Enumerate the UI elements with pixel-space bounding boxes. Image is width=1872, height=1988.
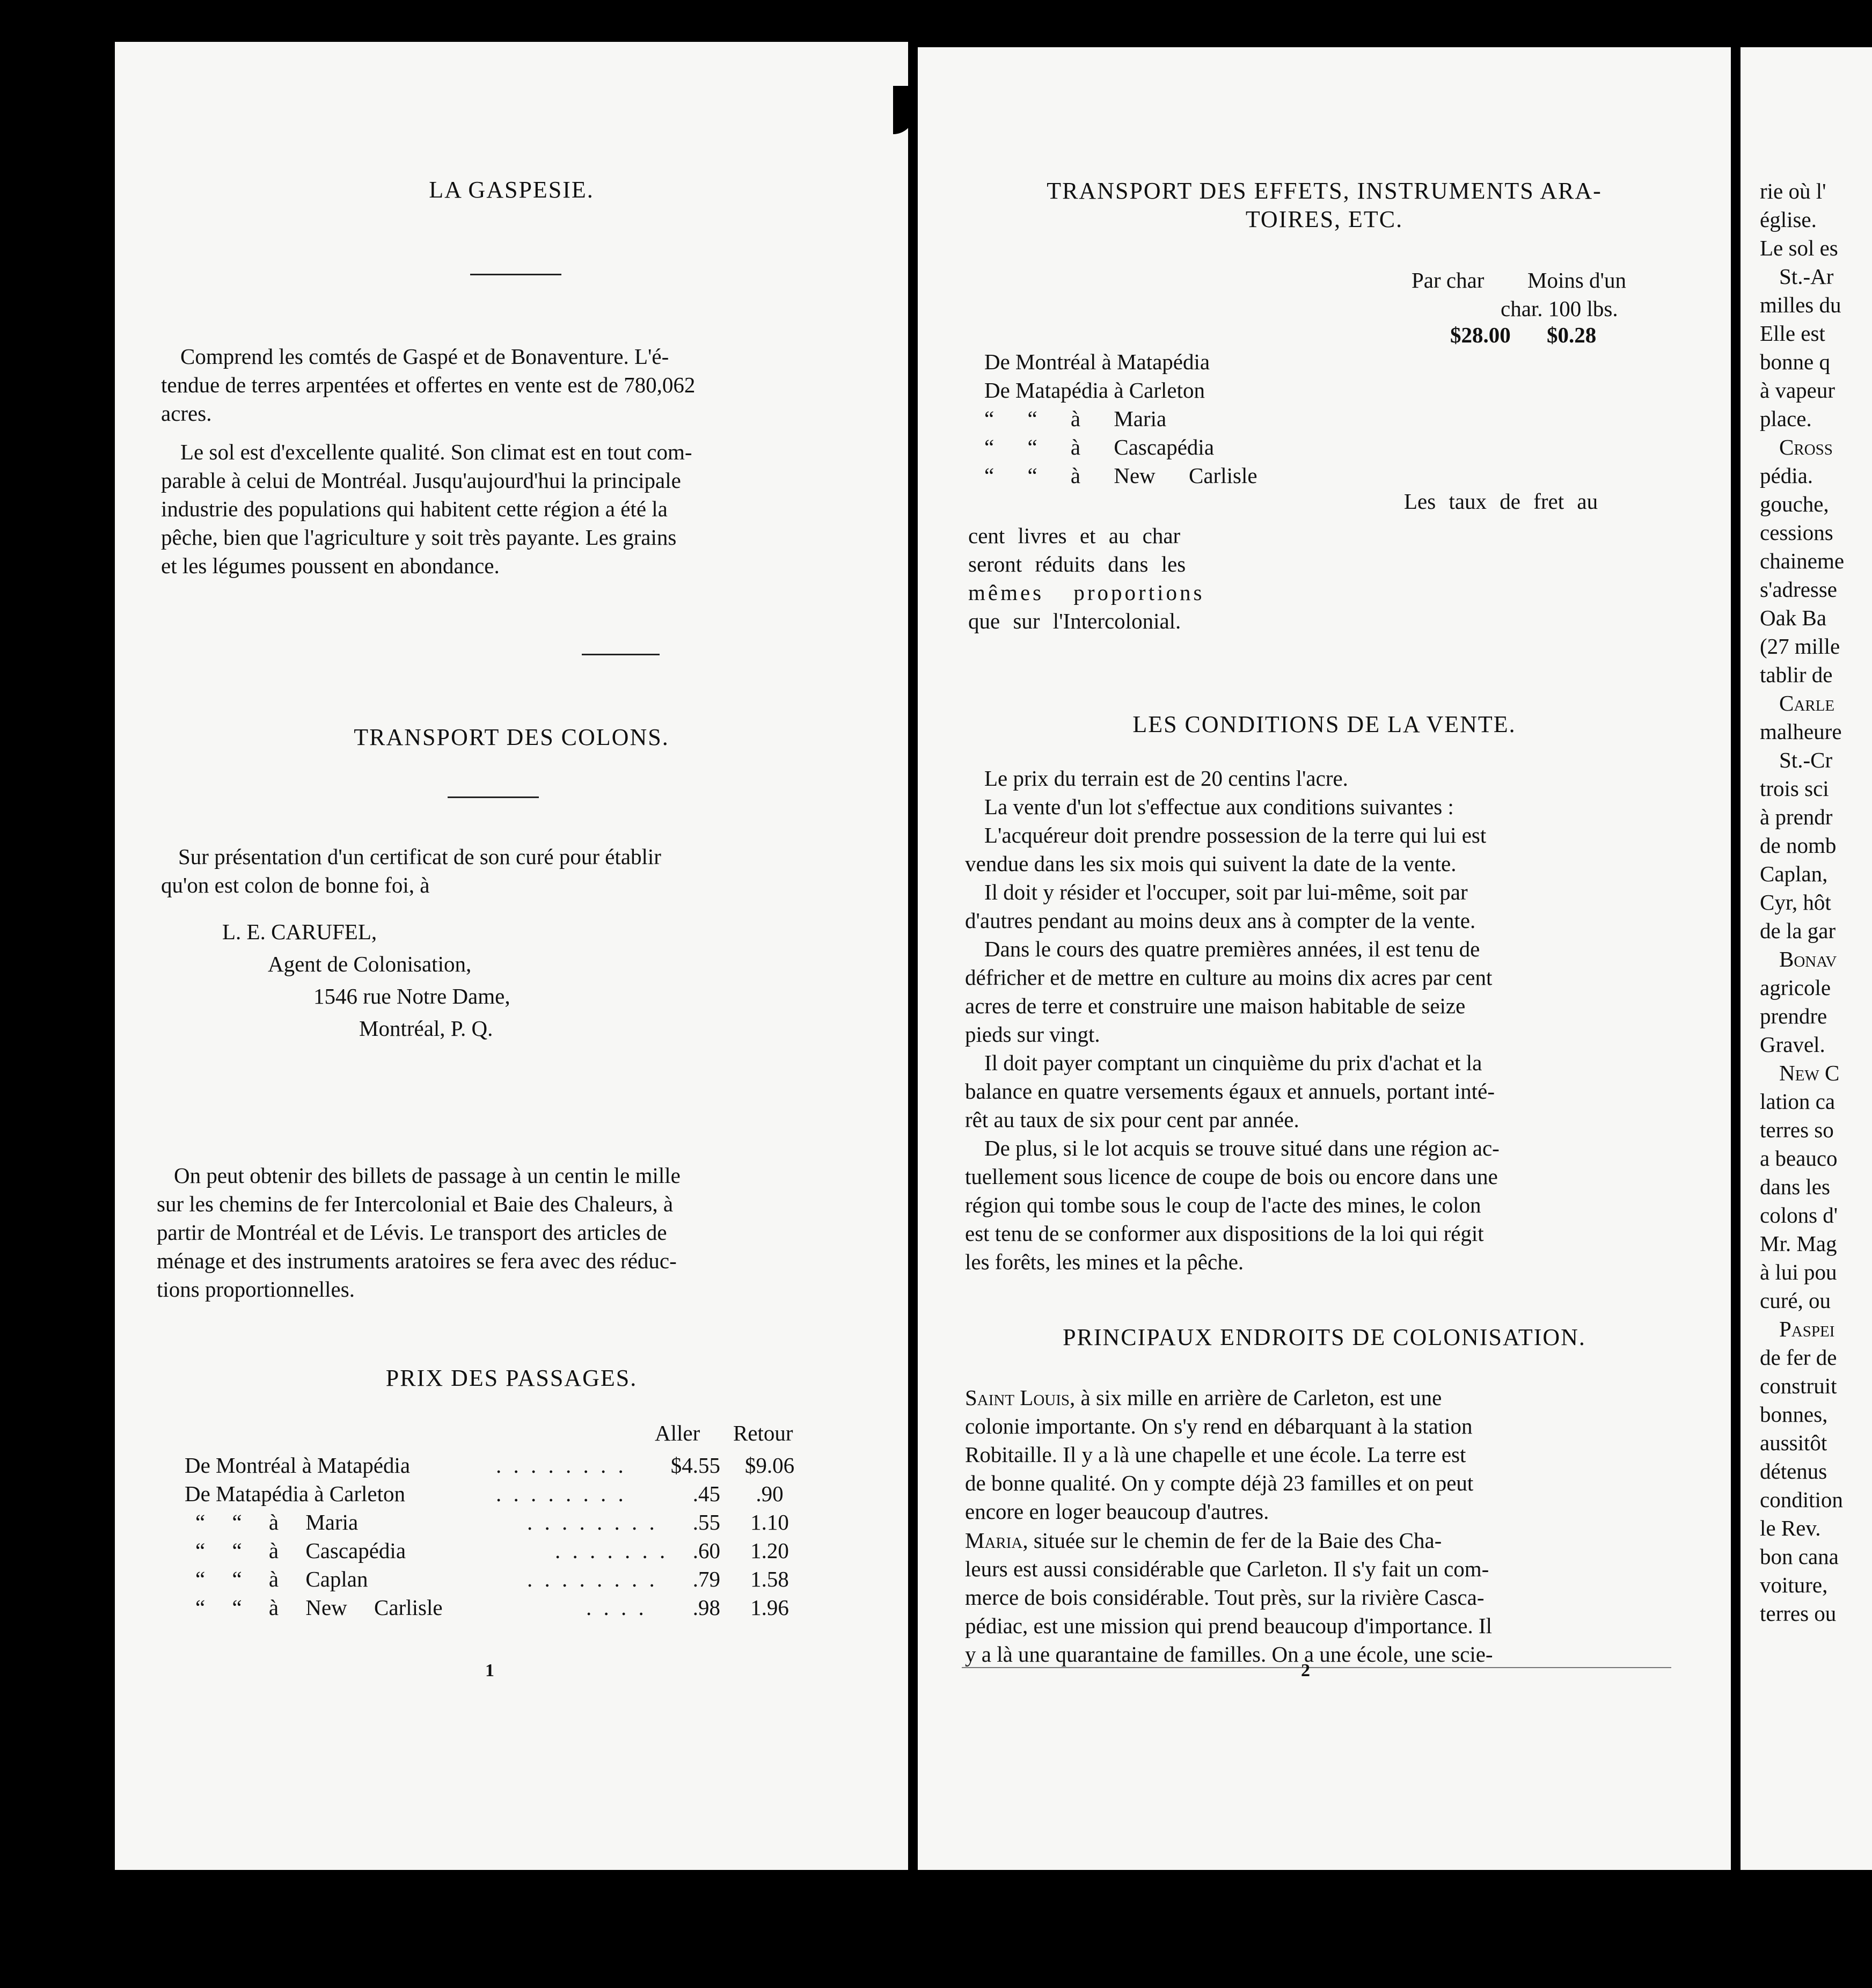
condition-line: région qui tombe sous le coup de l'acte des mines, le colon xyxy=(965,1193,1481,1217)
condition-line: défricher et de mettre en culture au moins dix acres par cent xyxy=(965,965,1493,990)
principaux-title: PRINCIPAUX ENDROITS DE COLONISATION. xyxy=(1063,1324,1586,1350)
cropped-text-line: malheure xyxy=(1760,719,1842,744)
cropped-text-line: voiture, xyxy=(1760,1573,1828,1597)
text-line: Robitaille. Il y a là une chapelle et une école. La terre est xyxy=(965,1442,1466,1467)
condition-line: La vente d'un lot s'effectue aux conditions suivantes : xyxy=(984,794,1454,819)
fare-leader-dots: . . . . xyxy=(586,1595,647,1620)
cropped-text-line: St.-Ar xyxy=(1779,264,1834,289)
text-line: tendue de terres arpentées et offertes en vente est de 780,062 xyxy=(161,372,696,397)
cropped-text-line: dans les xyxy=(1760,1174,1830,1199)
cropped-text-line: (27 mille xyxy=(1760,634,1840,659)
text-line: et les légumes poussent en abondance. xyxy=(161,553,500,578)
cropped-text-line: de fer de xyxy=(1760,1345,1837,1370)
text-line: Comprend les comtés de Gaspé et de Bonaventure. L'é- xyxy=(180,344,669,369)
prix-title: PRIX DES PASSAGES. xyxy=(385,1365,638,1391)
cropped-text-line: curé, ou xyxy=(1760,1288,1831,1313)
fare-route: “ “ à Maria xyxy=(195,1510,359,1534)
fare-leader-dots: . . . . . . . . xyxy=(527,1510,658,1534)
cropped-text-line: agricole xyxy=(1760,975,1831,1000)
effets-title-line-2: TOIRES, ETC. xyxy=(1245,206,1403,232)
price-char: $28.00 xyxy=(1450,323,1511,347)
taux-text: Les taux de fret au xyxy=(1404,489,1598,514)
agent-name: L. E. CARUFEL, xyxy=(222,919,377,944)
cropped-text-line: bon cana xyxy=(1760,1544,1839,1569)
page-fold xyxy=(908,42,918,1870)
text-line: colonie importante. On s'y rend en débarquant à la station xyxy=(965,1414,1473,1438)
col-moins-line-2: char. 100 lbs. xyxy=(1501,296,1618,321)
text-line: cent livres et au char xyxy=(968,523,1181,548)
cropped-text-line: terres ou xyxy=(1760,1601,1837,1626)
text-line: située sur le chemin de fer de la Baie des Cha- xyxy=(1033,1528,1442,1553)
route-line: “ “ à New Carlisle xyxy=(984,463,1257,488)
agent-role: Agent de Colonisation, xyxy=(268,952,472,976)
agent-street: 1546 rue Notre Dame, xyxy=(313,984,510,1008)
place-name: Saint Louis, xyxy=(965,1385,1076,1410)
cropped-text-line: chaineme xyxy=(1760,549,1845,573)
cropped-text-line: a beauco xyxy=(1760,1146,1838,1171)
cropped-text-line: gouche, xyxy=(1760,492,1829,516)
condition-line: Dans le cours des quatre premières années, il est tenu de xyxy=(984,937,1480,961)
page-number: 2 xyxy=(1301,1661,1310,1680)
cropped-text-line: détenus xyxy=(1760,1459,1827,1483)
cropped-text-line: Carle xyxy=(1779,691,1835,715)
cropped-text-line: bonne q xyxy=(1760,349,1830,374)
fare-aller: .98 xyxy=(692,1595,720,1620)
fare-retour: .90 xyxy=(756,1481,784,1506)
cropped-text-line: pédia. xyxy=(1760,463,1814,488)
condition-line: d'autres pendant au moins deux ans à compter de la vente. xyxy=(965,908,1476,933)
cropped-text-line: place. xyxy=(1760,406,1812,431)
condition-line: pieds sur vingt. xyxy=(965,1022,1100,1047)
text-line: qu'on est colon de bonne foi, à xyxy=(161,873,430,897)
transport-title: TRANSPORT DES COLONS. xyxy=(354,724,669,750)
cropped-text-line: bonnes, xyxy=(1760,1402,1828,1427)
price-moins: $0.28 xyxy=(1547,323,1597,347)
page-2 xyxy=(918,47,1731,1870)
cropped-text-line: cessions xyxy=(1760,520,1833,545)
cropped-text-line: à prendr xyxy=(1760,805,1833,829)
cropped-text-line: Le sol es xyxy=(1760,236,1838,260)
col-header-retour: Retour xyxy=(733,1421,793,1445)
text-line: encore en loger beaucoup d'autres. xyxy=(965,1499,1269,1524)
cropped-text-line: de la gar xyxy=(1760,918,1836,943)
text-line: On peut obtenir des billets de passage à un centin le mille xyxy=(174,1163,681,1188)
divider xyxy=(448,796,539,798)
fare-aller: .45 xyxy=(692,1481,720,1506)
cropped-text-line: lation ca xyxy=(1760,1089,1836,1114)
fare-route: De Matapédia à Carleton xyxy=(185,1481,405,1506)
cropped-text-line: construit xyxy=(1760,1373,1837,1398)
cropped-text-line: aussitôt xyxy=(1760,1430,1827,1455)
fare-leader-dots: . . . . . . . xyxy=(555,1538,669,1563)
text-line: mêmes proportions xyxy=(968,580,1205,605)
agent-city: Montréal, P. Q. xyxy=(359,1016,493,1041)
text-line: leurs est aussi considérable que Carleton. Il s'y fait un com- xyxy=(965,1556,1489,1581)
fare-aller: $4.55 xyxy=(670,1453,720,1478)
condition-line: L'acquéreur doit prendre possession de la terre qui lui est xyxy=(984,823,1487,847)
place-name: Maria, xyxy=(965,1528,1028,1553)
condition-line: acres de terre et construire une maison habitable de seize xyxy=(965,993,1466,1018)
fare-aller: .55 xyxy=(692,1510,720,1534)
cropped-text-line: de nomb xyxy=(1760,833,1837,858)
fare-retour: 1.96 xyxy=(750,1595,789,1620)
condition-line: De plus, si le lot acquis se trouve situé dans une région ac- xyxy=(984,1136,1500,1160)
text-line: pêche, bien que l'agriculture y soit très payante. Les grains xyxy=(161,525,677,550)
text-line: sur les chemins de fer Intercolonial et Baie des Chaleurs, à xyxy=(157,1192,674,1216)
fare-leader-dots: . . . . . . . . xyxy=(527,1567,658,1591)
fare-aller: .60 xyxy=(692,1538,720,1563)
text-line: Le sol est d'excellente qualité. Son climat est en tout com- xyxy=(180,440,692,464)
cropped-text-line: trois sci xyxy=(1760,776,1829,801)
text-line: merce de bois considérable. Tout près, sur la rivière Casca- xyxy=(965,1585,1485,1610)
fare-retour: $9.06 xyxy=(744,1453,795,1478)
page-number: 1 xyxy=(485,1661,494,1680)
fare-retour: 1.20 xyxy=(750,1538,789,1563)
text-line: Sur présentation d'un certificat de son curé pour établir xyxy=(178,844,661,869)
cropped-text-line: Oak Ba xyxy=(1760,605,1827,630)
text-line: de bonne qualité. On y compte déjà 23 familles et on peut xyxy=(965,1471,1474,1495)
condition-line: Il doit y résider et l'occuper, soit par lui-même, soit par xyxy=(984,880,1468,904)
cropped-text-line: St.-Cr xyxy=(1779,748,1833,772)
text-line: seront réduits dans les xyxy=(968,552,1186,576)
route-line: “ “ à Cascapédia xyxy=(984,435,1215,459)
col-moins-line-1: Moins d'un xyxy=(1527,268,1626,293)
cropped-text-line: Gravel. xyxy=(1760,1032,1825,1057)
cropped-text-line: Bonav xyxy=(1779,947,1837,971)
cropped-text-line: à vapeur xyxy=(1760,378,1835,403)
fare-leader-dots: . . . . . . . . xyxy=(496,1453,627,1478)
cropped-text-line: s'adresse xyxy=(1760,577,1838,602)
cropped-text-line: tablir de xyxy=(1760,662,1833,687)
effets-title-line-1: TRANSPORT DES EFFETS, INSTRUMENTS ARA- xyxy=(1047,178,1602,204)
text-line: acres. xyxy=(161,401,212,426)
page-gap xyxy=(1731,47,1741,1870)
fare-table xyxy=(115,1419,908,1634)
cropped-text-line: prendre xyxy=(1760,1004,1827,1028)
route-line: De Matapédia à Carleton xyxy=(984,378,1205,403)
cropped-text-line: milles du xyxy=(1760,293,1841,317)
page-3-partial xyxy=(1741,47,1872,1870)
cropped-text-line: Elle est xyxy=(1760,321,1825,346)
divider xyxy=(470,274,561,275)
condition-line: vendue dans les six mois qui suivent la date de la vente. xyxy=(965,851,1457,876)
condition-line: les forêts, les mines et la pêche. xyxy=(965,1249,1244,1274)
col-header-aller: Aller xyxy=(655,1421,700,1445)
cropped-text-line: église. xyxy=(1760,207,1817,232)
route-line: “ “ à Maria xyxy=(984,406,1167,431)
fare-leader-dots: . . . . . . . . xyxy=(496,1481,627,1506)
page-1 xyxy=(115,42,908,1870)
fare-route: De Montréal à Matapédia xyxy=(185,1453,411,1478)
text-line: ménage et des instruments aratoires se fera avec des réduc- xyxy=(157,1248,677,1273)
divider xyxy=(582,654,660,655)
route-line: De Montréal à Matapédia xyxy=(984,349,1210,374)
fare-route: “ “ à Caplan xyxy=(195,1567,368,1591)
text-line: à six mille en arrière de Carleton, est une xyxy=(1080,1385,1442,1410)
text-line: pédiac, est une mission qui prend beaucoup d'importance. Il xyxy=(965,1613,1492,1638)
condition-line: tuellement sous licence de coupe de bois ou encore dans une xyxy=(965,1164,1498,1189)
text-line: y a là une quarantaine de familles. On a une école, une scie- xyxy=(965,1642,1493,1667)
cropped-text-line: Caplan, xyxy=(1760,861,1828,886)
page-title: LA GASPESIE. xyxy=(429,177,594,203)
cropped-text-line: le Rev. xyxy=(1760,1516,1821,1540)
cropped-text-line: Mr. Mag xyxy=(1760,1231,1837,1256)
cropped-text-line: terres so xyxy=(1760,1117,1834,1142)
fare-retour: 1.58 xyxy=(750,1567,789,1591)
cropped-text-line: rie où l' xyxy=(1760,179,1826,203)
cropped-text-line: Cyr, hôt xyxy=(1760,890,1831,915)
fare-aller: .79 xyxy=(692,1567,720,1591)
fare-route: “ “ à New Carlisle xyxy=(195,1595,443,1620)
condition-line: balance en quatre versements égaux et annuels, portant inté- xyxy=(965,1079,1495,1103)
condition-line: rêt au taux de six pour cent par année. xyxy=(965,1107,1299,1132)
cropped-text-line: condition xyxy=(1760,1487,1843,1512)
fare-retour: 1.10 xyxy=(750,1510,789,1534)
text-line: que sur l'Intercolonial. xyxy=(968,609,1181,633)
condition-line: Il doit payer comptant un cinquième du prix d'achat et la xyxy=(984,1050,1482,1075)
conditions-title: LES CONDITIONS DE LA VENTE. xyxy=(1132,711,1516,737)
cropped-text-line: colons d' xyxy=(1760,1203,1838,1227)
text-line: tions proportionnelles. xyxy=(157,1277,355,1302)
cropped-text-line: Cross xyxy=(1779,435,1833,459)
text-line: partir de Montréal et de Lévis. Le transport des articles de xyxy=(157,1220,667,1245)
text-line: industrie des populations qui habitent cette région a été la xyxy=(161,496,668,521)
condition-line: Le prix du terrain est de 20 centins l'acre. xyxy=(984,766,1348,791)
bottom-rule xyxy=(962,1667,1671,1668)
cropped-text-line: New C xyxy=(1779,1061,1840,1085)
cropped-text-line: Paspei xyxy=(1779,1317,1835,1341)
col-par-char: Par char xyxy=(1412,268,1485,293)
fare-route: “ “ à Cascapédia xyxy=(195,1538,406,1563)
condition-line: est tenu de se conformer aux dispositions de la loi qui régit xyxy=(965,1221,1484,1246)
text-line: parable à celui de Montréal. Jusqu'aujourd'hui la principale xyxy=(161,468,681,493)
cropped-text-line: à lui pou xyxy=(1760,1260,1837,1284)
